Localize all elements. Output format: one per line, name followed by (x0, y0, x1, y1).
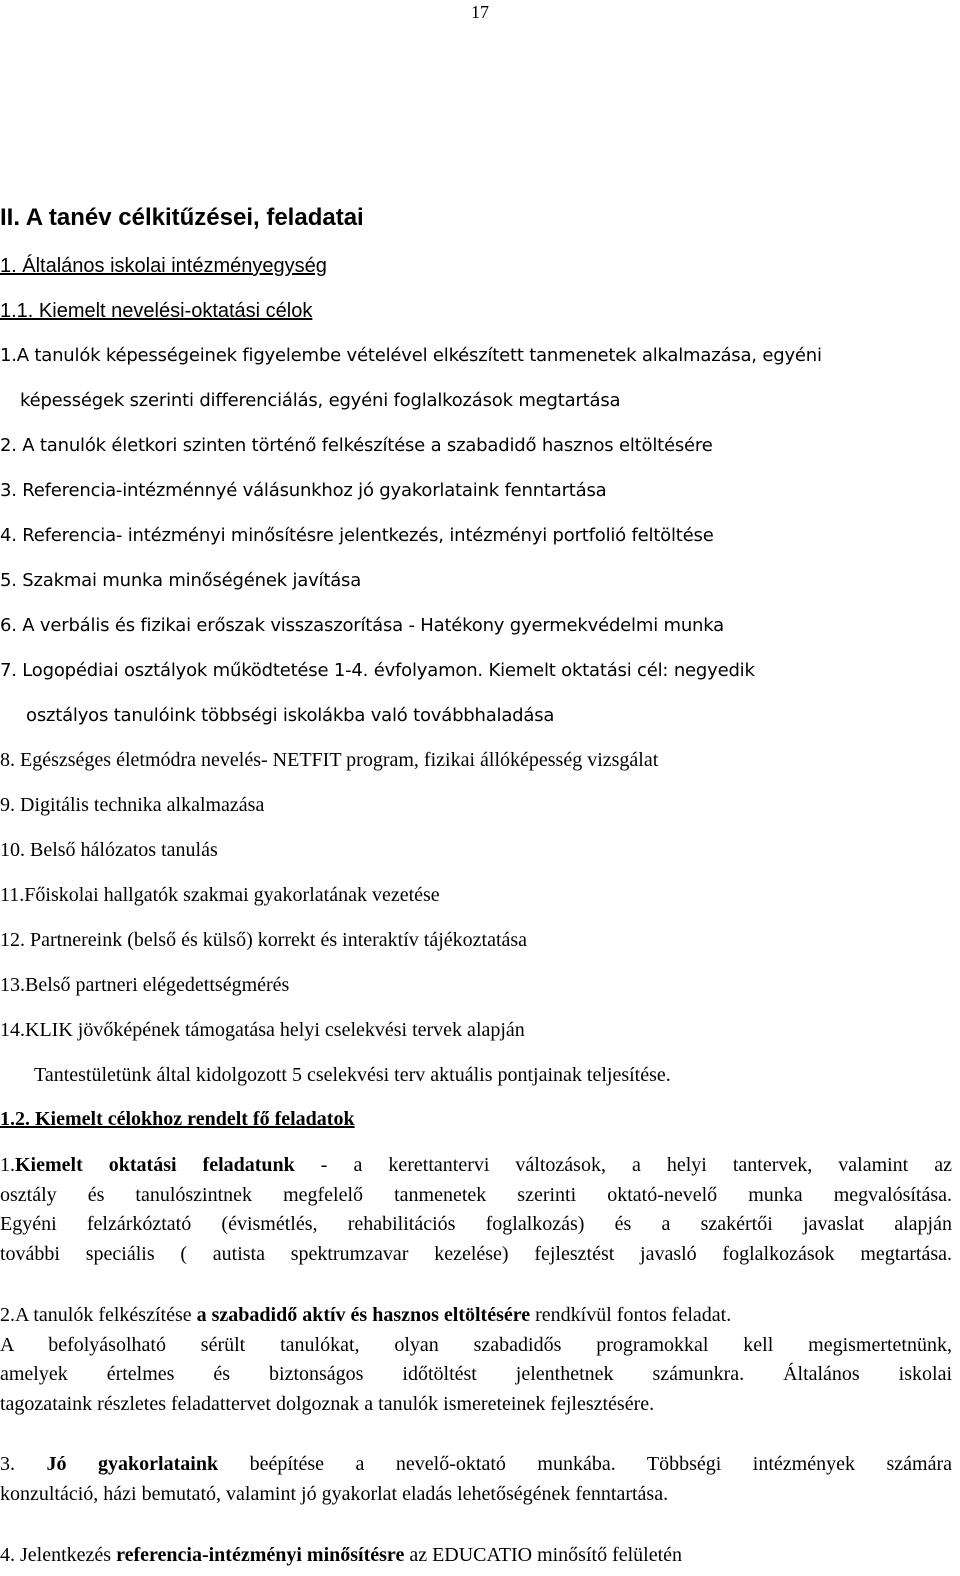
task-2-paragraph (0, 1301, 952, 1419)
goal-11: 11.Főiskolai hallgatók szakmai gyakorlatának vezetése (0, 884, 440, 906)
section-title: II. A tanév célkitűzései, feladatai (0, 204, 364, 231)
goal-3: 3. Referencia-intézménnyé válásunkhoz jó gyakorlataink fenntartása (0, 480, 607, 501)
task-1-line-1: 1.Kiemelt oktatási feladatunk - a kerettantervi változások, a helyi tantervek, valamint az (0, 1154, 952, 1176)
task-4-line-1: 4. Jelentkezés referencia-intézményi minősítésre az EDUCATIO minősítő felületén (0, 1544, 683, 1566)
goal-1-line-1: 1.A tanulók képességeinek figyelembe vételével elkészített tanmenetek alkalmazása, egyéni (0, 345, 822, 366)
task-4-emphasis: referencia-intézményi minősítésre (116, 1544, 405, 1566)
task-1-line-2: osztály és tanulószintnek megfelelő tanmenetek szerinti oktató-nevelő munka megvalósítása. (0, 1183, 952, 1206)
goal-13: 13.Belső partneri elégedettségmérés (0, 974, 290, 996)
goal-1-line-2: képességek szerinti differenciálás, egyéni foglalkozások megtartása (20, 390, 621, 411)
task-1-line-3: Egyéni felzárkóztató (évismétlés, rehabilitációs foglalkozás) és a szakértői javaslat alapján (0, 1213, 952, 1235)
goal-7-line-1: 7. Logopédiai osztályok működtetése 1-4. évfolyamon. Kiemelt oktatási cél: negyedik (0, 660, 755, 681)
task-3-paragraph (0, 1450, 952, 1509)
task-1-emphasis: Kiemelt oktatási feladatunk (15, 1154, 295, 1176)
goal-10: 10. Belső hálózatos tanulás (0, 839, 218, 861)
goals-note: Tantestületünk által kidolgozott 5 cselekvési terv aktuális pontjainak teljesítése. (34, 1064, 671, 1086)
task-2-line-3: amelyek értelmes és biztonságos időtöltést jelenthetnek számunkra. Általános iskolai (0, 1363, 952, 1385)
task-2-line-4: tagozataink részletes feladattervet dolgoznak a tanulók ismereteinek fejlesztésére. (0, 1392, 655, 1415)
goal-14: 14.KLIK jövőképének támogatása helyi cselekvési tervek alapján (0, 1019, 525, 1041)
goal-8: 8. Egészséges életmódra nevelés- NETFIT program, fizikai állóképesség vizsgálat (0, 749, 659, 771)
goal-12: 12. Partnereink (belső és külső) korrekt és interaktív tájékoztatása (0, 929, 528, 951)
goal-6: 6. A verbális és fizikai erőszak visszaszorítása - Hatékony gyermekvédelmi munka (0, 615, 725, 636)
task-2-emphasis: a szabadidő aktív és hasznos eltöltésére (196, 1304, 531, 1326)
page-number: 17 (471, 2, 489, 22)
task-3-line-2: konzultáció, házi bemutató, valamint jó gyakorlat eladás lehetőségének fenntartása. (0, 1482, 669, 1505)
task-3-emphasis: Jó gyakorlataink (46, 1453, 219, 1475)
task-1-paragraph (0, 1151, 952, 1269)
task-2-line-2: A befolyásolható sérült tanulókat, olyan szabadidős programokkal kell megismertetnünk, (0, 1333, 952, 1356)
task-1-line-4: további speciális ( autista spektrumzavar kezelése) fejlesztést javasló foglalkozások megtartása. (0, 1242, 952, 1265)
goal-5: 5. Szakmai munka minőségének javítása (0, 570, 362, 591)
goals-title: 1.1. Kiemelt nevelési-oktatási célok (0, 300, 313, 322)
tasks-title: 1.2. Kiemelt célokhoz rendelt fő feladatok (0, 1108, 355, 1130)
task-2-line-1: 2.A tanulók felkészítése a szabadidő aktív és hasznos eltöltésére rendkívül fontos feladat. (0, 1304, 732, 1326)
goal-9: 9. Digitális technika alkalmazása (0, 794, 265, 816)
goal-7-line-2: osztályos tanulóink többségi iskolákba való továbbhaladása (26, 705, 555, 726)
task-4-paragraph (0, 1541, 952, 1571)
goal-2: 2. A tanulók életkori szinten történő felkészítése a szabadidő hasznos eltöltésére (0, 435, 713, 456)
goal-4: 4. Referencia- intézményi minősítésre jelentkezés, intézményi portfolió feltöltése (0, 525, 714, 546)
subsection-title: 1. Általános iskolai intézményegység (0, 255, 327, 277)
task-3-line-1: 3. Jó gyakorlataink beépítése a nevelő-oktató munkába. Többségi intézmények számára (0, 1453, 953, 1475)
